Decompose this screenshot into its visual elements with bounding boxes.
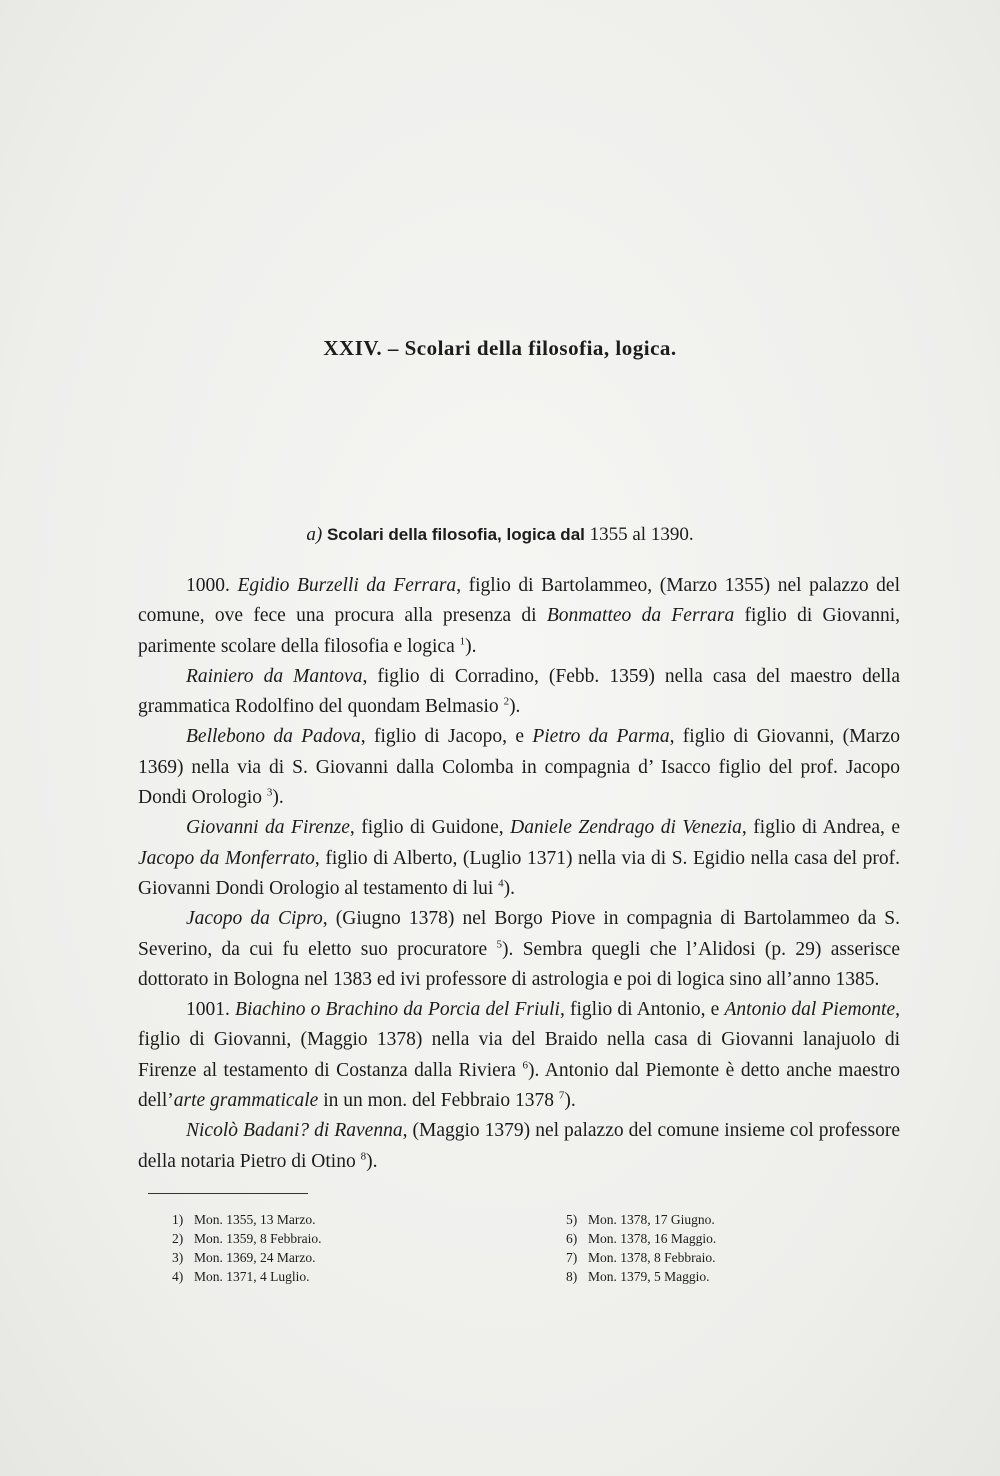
- footnote-divider: [148, 1193, 308, 1194]
- text-run: , (Giugno 1378) nel Borgo Piove in compagnia di Bartolammeo da S. Severino, da cui fu eletto suo procuratore: [138, 908, 900, 960]
- footnote-mark: 4): [172, 1269, 184, 1284]
- footnote-ref: 6: [522, 1059, 528, 1072]
- footnote-ref: 1: [459, 635, 466, 648]
- footnote-text: Mon. 1378, 17 Giugno.: [588, 1212, 715, 1227]
- person-name: arte grammaticale: [173, 1090, 319, 1112]
- person-name: Rainiero da Mantova: [186, 665, 363, 687]
- footnote: [566, 1248, 826, 1267]
- paragraph: [138, 571, 900, 662]
- text-run: ).: [503, 877, 516, 899]
- text-run: , figlio di Guidone,: [349, 817, 511, 839]
- footnote: [172, 1248, 432, 1267]
- footnote-mark: 7): [566, 1250, 578, 1265]
- footnote: [566, 1267, 826, 1286]
- footnote-ref: 7: [558, 1089, 565, 1102]
- text-run: , figlio di Giovanni, (Maggio 1378) nella via del Braido nella casa di Giovanni lanajuolo di Firenze al testamento di Costanza dalla Riviera: [138, 999, 901, 1081]
- person-name: Biachino o Brachino da Porcia del Friuli: [235, 999, 560, 1021]
- footnote: [566, 1229, 826, 1248]
- footnote-ref: 2: [503, 695, 510, 708]
- person-name: Egidio Burzelli da Ferrara: [237, 575, 457, 596]
- footnote: [566, 1210, 826, 1229]
- footnote-ref: 8: [360, 1150, 367, 1163]
- paragraph: [138, 1116, 900, 1177]
- paragraph: [138, 904, 900, 995]
- section-heading: [0, 524, 1000, 546]
- person-name: Bonmatteo da Ferrara: [546, 605, 735, 627]
- footnote: [172, 1229, 432, 1248]
- footnote-text: Mon. 1379, 5 Maggio.: [588, 1269, 710, 1284]
- text-run: , figlio di Corradino, (Febb. 1359) nella casa del maestro della grammatica Rodolfino del quondam Belmasio: [138, 665, 900, 718]
- person-name: Pietro da Parma: [532, 726, 670, 748]
- footnote-mark: 8): [566, 1269, 578, 1284]
- footnote-ref: 4: [498, 877, 504, 890]
- chapter-heading: [0, 336, 1000, 361]
- footnotes-right-column: [566, 1210, 826, 1286]
- footnote-ref: 5: [496, 938, 502, 951]
- text-run: 1000.: [186, 575, 238, 596]
- text-run: ). Sembra quegli che l’Alidosi (p. 29) asserisce dottorato in Bologna nel 1383 ed ivi professore di astrologia e poi di logica sino all’anno 1385.: [138, 938, 900, 990]
- paragraph: [138, 662, 900, 723]
- paragraph: [138, 995, 900, 1116]
- paragraph: [138, 813, 900, 904]
- footnote-text: Mon. 1355, 13 Marzo.: [194, 1212, 316, 1227]
- text-run: , figlio di Andrea, e: [741, 817, 900, 839]
- text-run: ).: [272, 787, 284, 809]
- footnotes-left-column: [172, 1210, 432, 1286]
- text-run: ).: [509, 696, 521, 718]
- text-run: ).: [465, 635, 477, 657]
- footnote-text: Mon. 1371, 4 Luglio.: [194, 1269, 310, 1284]
- text-run: 1001.: [186, 999, 236, 1021]
- text-run: ). Antonio dal Piemonte è detto anche maestro dell’: [138, 1059, 900, 1112]
- person-name: Bellebono da Padova: [186, 726, 361, 748]
- person-name: Antonio dal Piemonte: [724, 999, 896, 1021]
- text-run: , figlio di Alberto, (Luglio 1371) nella via di S. Egidio nella casa del prof. Giovanni Dondi Orologio al testamento di lui: [138, 847, 900, 899]
- text-run: , figlio di Giovanni, (Marzo 1369) nella via di S. Giovanni dalla Colomba in compagnia d’ Isacco figlio del prof. Jacopo Dondi Orologio: [138, 726, 901, 809]
- footnote-text: Mon. 1378, 16 Maggio.: [588, 1231, 717, 1246]
- text-run: ).: [564, 1090, 576, 1112]
- chapter-number: XXIV.: [323, 336, 383, 360]
- footnote-mark: 2): [172, 1231, 184, 1246]
- body-text: [138, 571, 900, 1177]
- footnote-text: Mon. 1378, 8 Febbraio.: [588, 1250, 716, 1265]
- text-run: figlio di Giovanni, parimente scolare della filosofia e logica: [138, 605, 900, 657]
- text-run: , figlio di Jacopo, e: [360, 726, 533, 748]
- section-letter: a): [306, 524, 323, 545]
- text-run: , figlio di Bartolammeo, (Marzo 1355) nel palazzo del comune, ove fece una procura alla presenza di: [138, 575, 900, 627]
- person-name: Nicolò Badani? di Ravenna: [186, 1120, 403, 1142]
- footnote-mark: 1): [172, 1212, 184, 1227]
- person-name: Jacopo da Monferrato: [138, 847, 315, 869]
- chapter-title: – Scolari della filosofia, logica.: [387, 336, 677, 360]
- footnote-mark: 6): [566, 1231, 578, 1246]
- text-run: , (Maggio 1379) nel palazzo del comune insieme col professore della notaria Pietro di Otino: [138, 1120, 900, 1172]
- paragraph: [138, 722, 900, 813]
- footnote: [172, 1210, 432, 1229]
- text-run: in un mon. del Febbraio 1378: [318, 1090, 559, 1112]
- footnote-mark: 3): [172, 1250, 184, 1265]
- section-years: 1355 al 1390.: [589, 524, 694, 545]
- footnote-ref: 3: [266, 786, 273, 799]
- person-name: Daniele Zendrago di Venezia: [510, 817, 742, 839]
- person-name: Jacopo da Cipro: [186, 908, 323, 930]
- section-title: Scolari della filosofia, logica dal: [326, 525, 585, 544]
- footnote-text: Mon. 1359, 8 Febbraio.: [194, 1231, 322, 1246]
- person-name: Giovanni da Firenze: [186, 817, 350, 839]
- footnote-mark: 5): [566, 1212, 578, 1227]
- text-run: ).: [366, 1150, 378, 1172]
- text-run: , figlio di Antonio, e: [559, 999, 725, 1021]
- footnote: [172, 1267, 432, 1286]
- footnote-text: Mon. 1369, 24 Marzo.: [194, 1250, 316, 1265]
